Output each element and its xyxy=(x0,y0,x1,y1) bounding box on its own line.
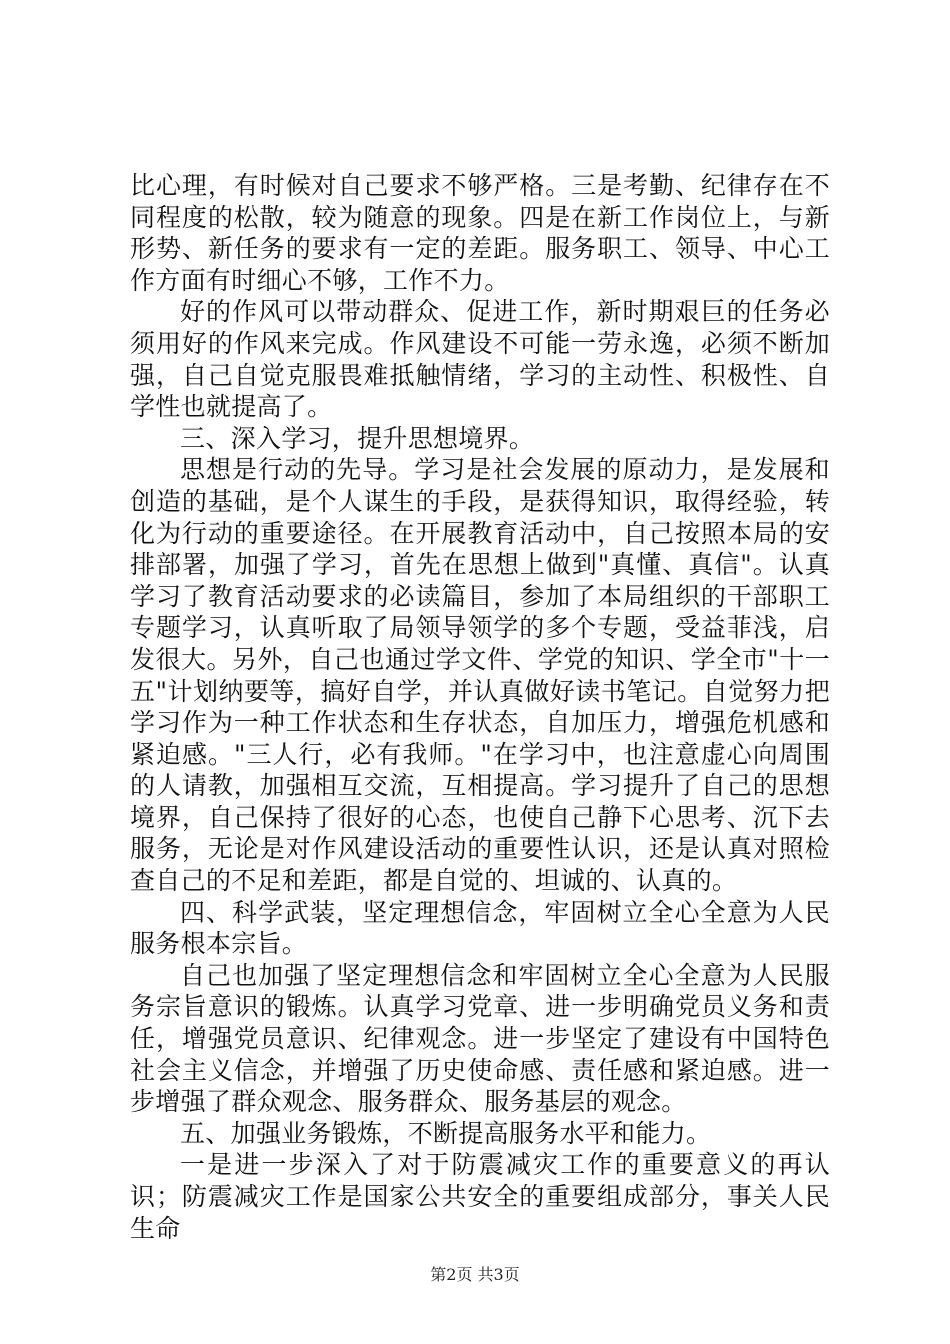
paragraph-8: 一是进一步深入了对于防震减灾工作的重要意义的再认识；防震减灾工作是国家公共安全的重要组成部分，事关人民生命 xyxy=(130,1150,830,1243)
section-heading-3: 三、深入学习，提升思想境界。 xyxy=(180,423,535,453)
page-number-footer: 第2页 共3页 xyxy=(430,1265,520,1284)
paragraph-1: 比心理，有时候对自己要求不够严格。三是考勤、纪律存在不同程度的松散，较为随意的现象。四是在新工作岗位上，与新形势、新任务的要求有一定的差距。服务职工、领导、中心工作方面有时细心不够，工作不力。 xyxy=(130,171,830,295)
section-heading-5: 五、加强业务锻炼，不断提高服务水平和能力。 xyxy=(180,1118,712,1148)
document-body xyxy=(130,170,830,1244)
paragraph-4: 思想是行动的先导。学习是社会发展的原动力，是发展和创造的基础，是个人谋生的手段，是获得知识，取得经验，转化为行动的重要途径。在开展教育活动中，自己按照本局的安排部署，加强了学习，首先在思想上做到"真懂、真信"。认真学习了教育活动要求的必读篇目，参加了本局组织的干部职工专题学习，认真听取了局领导领学的多个专题，受益菲浅，启发很大。另外，自己也通过学文件、学党的知识、学全市"十一五"计划纳要等，搞好自学，并认真做好读书笔记。自觉努力把学习作为一种工作状态和生存状态，自加压力，增强危机感和紧迫感。"三人行，必有我师。"在学习中，也注意虚心向周围的人请教，加强相互交流，互相提高。学习提升了自己的思想境界，自己保持了很好的心态，也使自己静下心思考、沉下去服务，无论是对作风建设活动的重要性认识，还是认真对照检查自己的不足和差距，都是自觉的、坦诚的、认真的。 xyxy=(130,455,830,896)
section-heading-4: 四、科学武装，坚定理想信念，牢固树立全心全意为人民服务根本宗旨。 xyxy=(130,897,830,959)
paragraph-6: 自己也加强了坚定理想信念和牢固树立全心全意为人民服务宗旨意识的锻炼。认真学习党章、进一步明确党员义务和责任，增强党员意识、纪律观念。进一步坚定了建设有中国特色社会主义信念，并增强了历史使命感、责任感和紧迫感。进一步增强了群众观念、服务群众、服务基层的观念。 xyxy=(130,960,830,1117)
paragraph-2: 好的作风可以带动群众、促进工作，新时期艰巨的任务必须用好的作风来完成。作风建设不可能一劳永逸，必须不断加强，自己自觉克服畏难抵触情绪，学习的主动性、积极性、自学性也就提高了。 xyxy=(130,297,830,422)
